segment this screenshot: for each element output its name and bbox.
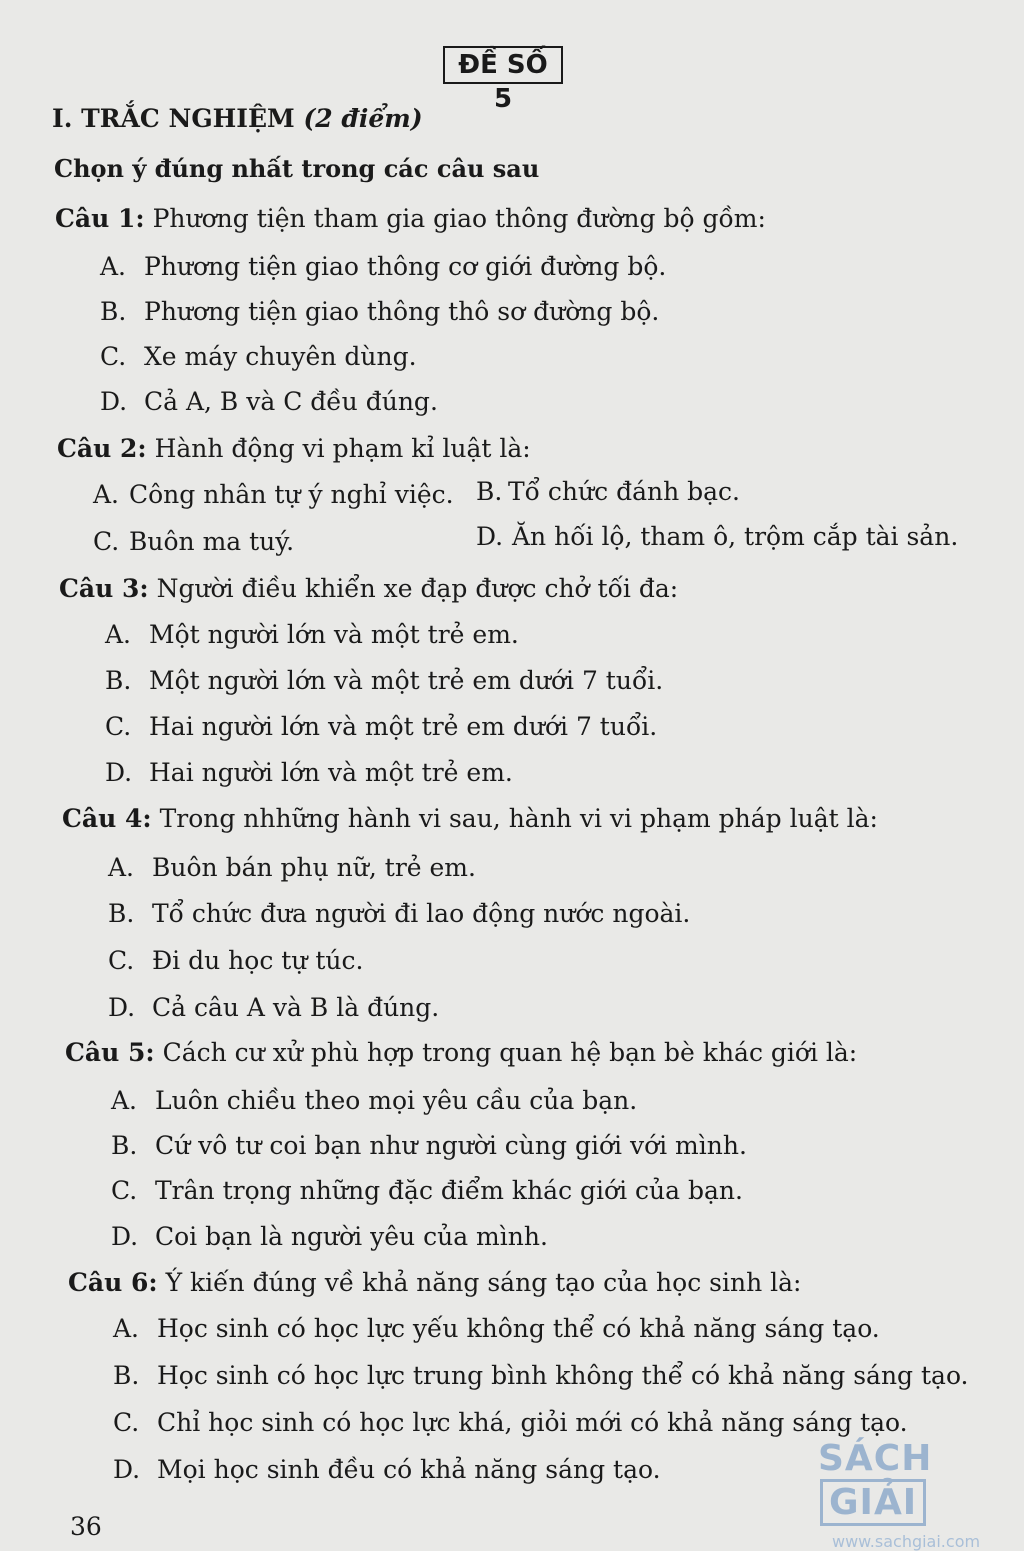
option-letter: C. <box>93 527 120 556</box>
question-text: Trong nhhững hành vi sau, hành vi vi phạm pháp luật là: <box>159 804 878 833</box>
option-text: Cả câu A và B là đúng. <box>152 993 440 1022</box>
option-4d <box>108 993 439 1022</box>
option-2a <box>93 480 454 509</box>
option-letter: C. <box>108 946 135 975</box>
option-text: Phương tiện giao thông cơ giới đường bộ. <box>144 252 667 281</box>
option-1d <box>100 387 438 416</box>
option-letter: B. <box>108 899 135 928</box>
option-3c <box>105 712 657 741</box>
option-letter: C. <box>113 1408 140 1437</box>
question-text: Cách cư xử phù hợp trong quan hệ bạn bè khác giới là: <box>162 1038 858 1067</box>
option-text: Mọi học sinh đều có khả năng sáng tạo. <box>157 1455 661 1484</box>
section-points: (2 điểm) <box>303 104 423 133</box>
option-text: Tổ chức đánh bạc. <box>508 477 740 506</box>
question-6 <box>68 1268 801 1297</box>
option-6d <box>113 1455 661 1484</box>
option-5c <box>111 1176 743 1205</box>
question-4 <box>62 804 878 833</box>
option-2b <box>476 477 740 506</box>
option-5b <box>111 1131 747 1160</box>
option-letter: B. <box>100 297 127 326</box>
option-letter: D. <box>476 522 504 551</box>
question-3 <box>59 574 678 603</box>
option-text: Ăn hối lộ, tham ô, trộm cắp tài sản. <box>512 522 959 551</box>
option-text: Công nhân tự ý nghỉ việc. <box>129 480 454 509</box>
option-text: Chỉ học sinh có học lực khá, giỏi mới có khả năng sáng tạo. <box>157 1408 908 1437</box>
option-1b <box>100 297 659 326</box>
option-text: Cứ vô tư coi bạn như người cùng giới với mình. <box>155 1131 747 1160</box>
option-text: Tổ chức đưa người đi lao động nước ngoài. <box>152 899 691 928</box>
option-text: Đi du học tự túc. <box>152 946 364 975</box>
option-letter: A. <box>111 1086 138 1115</box>
option-text: Buôn ma tuý. <box>129 527 295 556</box>
option-letter: C. <box>111 1176 138 1205</box>
option-text: Cả A, B và C đều đúng. <box>144 387 438 416</box>
option-text: Phương tiện giao thông thô sơ đường bộ. <box>144 297 660 326</box>
section-title <box>52 104 423 133</box>
option-text: Luôn chiều theo mọi yêu cầu của bạn. <box>155 1086 638 1115</box>
option-1c <box>100 342 417 371</box>
option-text: Trân trọng những đặc điểm khác giới của bạn. <box>155 1176 743 1205</box>
option-letter: B. <box>105 666 132 695</box>
option-text: Học sinh có học lực trung bình không thể có khả năng sáng tạo. <box>157 1361 969 1390</box>
option-letter: A. <box>108 853 135 882</box>
option-text: Học sinh có học lực yếu không thể có khả năng sáng tạo. <box>157 1314 880 1343</box>
question-label: Câu 5: <box>65 1038 155 1067</box>
question-2 <box>57 434 531 463</box>
option-text: Hai người lớn và một trẻ em. <box>149 758 513 787</box>
exam-number-box: ĐỀ SỐ 5 <box>443 46 563 84</box>
option-letter: A. <box>113 1314 140 1343</box>
option-4b <box>108 899 690 928</box>
option-5d <box>111 1222 548 1251</box>
option-letter: A. <box>100 252 127 281</box>
option-letter: B. <box>113 1361 140 1390</box>
question-text: Ý kiến đúng về khả năng sáng tạo của học sinh là: <box>165 1268 802 1297</box>
option-letter: B. <box>111 1131 138 1160</box>
option-2d <box>476 522 958 551</box>
option-5a <box>111 1086 637 1115</box>
instruction: Chọn ý đúng nhất trong các câu sau <box>54 154 540 183</box>
option-text: Coi bạn là người yêu của mình. <box>155 1222 548 1251</box>
option-3a <box>105 620 519 649</box>
question-label: Câu 4: <box>62 804 152 833</box>
watermark-logo <box>818 1438 1018 1551</box>
option-letter: D. <box>113 1455 141 1484</box>
option-letter: A. <box>105 620 132 649</box>
question-label: Câu 1: <box>55 204 145 233</box>
watermark-part1: SÁCH <box>818 1438 933 1479</box>
question-5 <box>65 1038 857 1067</box>
option-3b <box>105 666 663 695</box>
question-label: Câu 3: <box>59 574 149 603</box>
question-text: Người điều khiển xe đạp được chở tối đa: <box>156 574 679 603</box>
option-text: Buôn bán phụ nữ, trẻ em. <box>152 853 476 882</box>
page-number: 36 <box>70 1512 102 1541</box>
watermark-url: www.sachgiai.com <box>832 1532 981 1551</box>
option-2c <box>93 527 294 556</box>
option-6c <box>113 1408 908 1437</box>
option-letter: C. <box>105 712 132 741</box>
option-4c <box>108 946 363 975</box>
question-label: Câu 6: <box>68 1268 158 1297</box>
watermark-part2: GIẢI <box>820 1479 926 1526</box>
option-6b <box>113 1361 969 1390</box>
question-text: Phương tiện tham gia giao thông đường bộ gồm: <box>152 204 766 233</box>
option-letter: D. <box>108 993 136 1022</box>
option-text: Xe máy chuyên dùng. <box>144 342 417 371</box>
option-letter: B. <box>476 477 503 506</box>
option-letter: D. <box>100 387 128 416</box>
question-label: Câu 2: <box>57 434 147 463</box>
option-text: Hai người lớn và một trẻ em dưới 7 tuổi. <box>149 712 658 741</box>
option-text: Một người lớn và một trẻ em. <box>149 620 519 649</box>
option-letter: D. <box>111 1222 139 1251</box>
option-3d <box>105 758 513 787</box>
option-letter: A. <box>93 480 120 509</box>
section-title-text: I. TRẮC NGHIỆM <box>52 104 295 133</box>
option-4a <box>108 853 476 882</box>
option-letter: C. <box>100 342 127 371</box>
option-letter: D. <box>105 758 133 787</box>
question-1 <box>55 204 766 233</box>
option-6a <box>113 1314 880 1343</box>
option-1a <box>100 252 666 281</box>
question-text: Hành động vi phạm kỉ luật là: <box>154 434 531 463</box>
option-text: Một người lớn và một trẻ em dưới 7 tuổi. <box>149 666 664 695</box>
